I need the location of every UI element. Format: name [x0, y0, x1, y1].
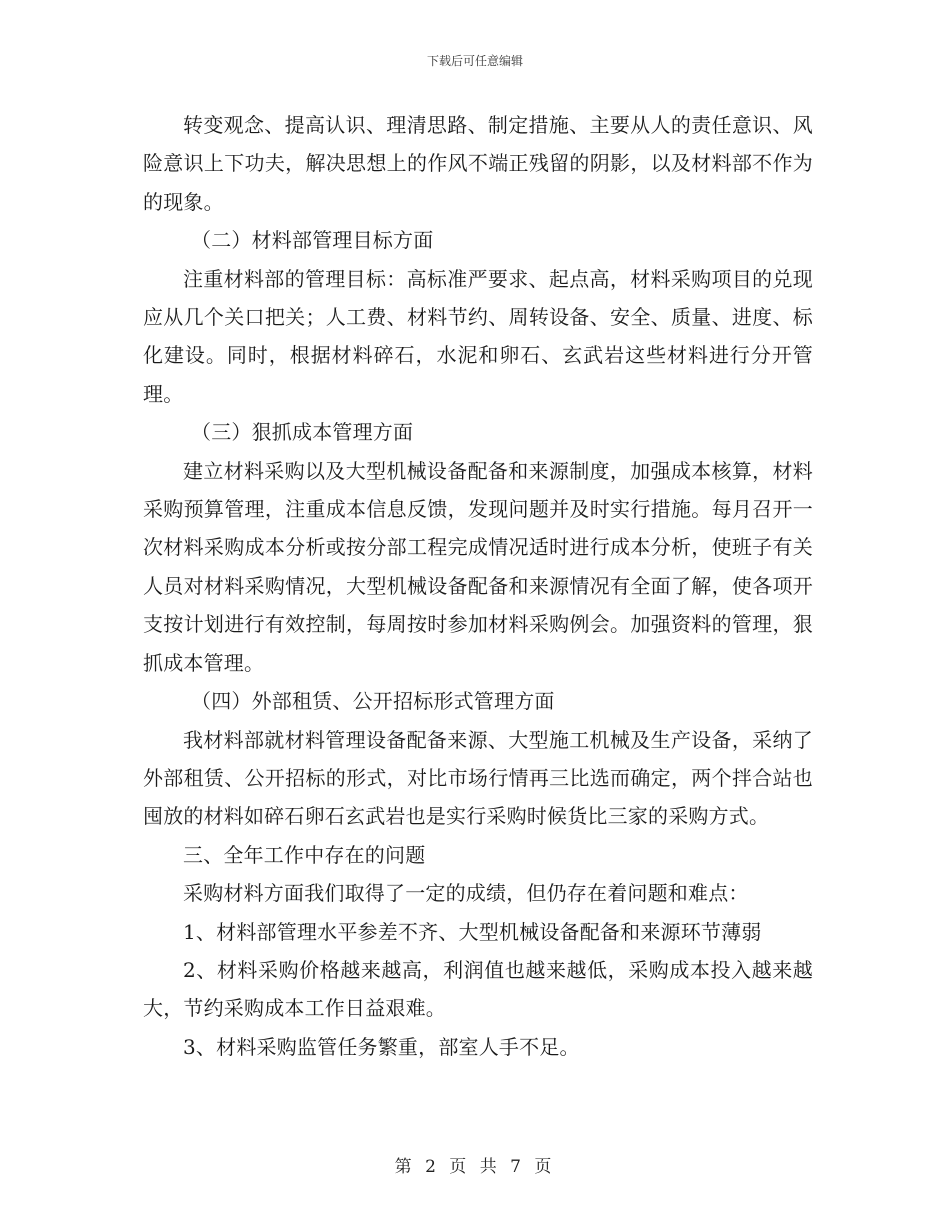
paragraph-ideology: 转变观念、提高认识、理清思路、制定措施、主要从人的责任意识、风险意识上下功夫，解决思想上的作风不端正残留的阴影，以及材料部不作为的现象。 — [143, 113, 813, 214]
document-body — [143, 106, 813, 1066]
paragraph-cost-management: 建立材料采购以及大型机械设备配备和来源制度，加强成本核算，材料采购预算管理，注重成本信息反馈，发现问题并及时实行措施。每月召开一次材料采购成本分析或按分部工程完成情况适时进行成本分析，使班子有关人员对材料采购情况，大型机械设备配备和来源情况有全面了解，使各项开支按计划进行有效控制，每周按时参加材料采购例会。加强资料的管理，狠抓成本管理。 — [143, 458, 813, 675]
section-heading-management-goals: （二）材料部管理目标方面 — [191, 228, 434, 253]
page-number-footer: 第 2 页 共 7 页 — [394, 1157, 556, 1177]
page-header-note: 下载后可任意编辑 — [426, 54, 523, 68]
problem-item-2: 2、材料采购价格越来越高，利润值也越来越低，采购成本投入越来越大，节约采购成本工作日益艰难。 — [143, 957, 813, 1021]
section-heading-cost-management: （三）狠抓成本管理方面 — [191, 420, 414, 445]
paragraph-problems-intro: 采购材料方面我们取得了一定的成绩，但仍存在着问题和难点： — [183, 881, 749, 906]
paragraph-leasing-tendering: 我材料部就材料管理设备配备来源、大型施工机械及生产设备，采纳了外部租赁、公开招标的形式，对比市场行情再三比选而确定，两个拌合站也囤放的材料如碎石卵石玄武岩也是实行采购时候货比三家的采购方式。 — [143, 727, 813, 829]
problem-item-1: 1、材料部管理水平参差不齐、大型机械设备配备和来源环节薄弱 — [183, 919, 762, 944]
problem-item-3: 3、材料采购监管任务繁重，部室人手不足。 — [183, 1034, 580, 1059]
paragraph-management-goals: 注重材料部的管理目标：高标准严要求、起点高，材料采购项目的兑现应从几个关口把关；人工费、材料节约、周转设备、安全、质量、进度、标化建设。同时，根据材料碎石，水泥和卵石、玄武岩这些材料进行分开管理。 — [143, 266, 813, 406]
section-heading-problems: 三、全年工作中存在的问题 — [183, 842, 426, 867]
section-heading-leasing-tendering: （四）外部租赁、公开招标形式管理方面 — [191, 689, 555, 714]
